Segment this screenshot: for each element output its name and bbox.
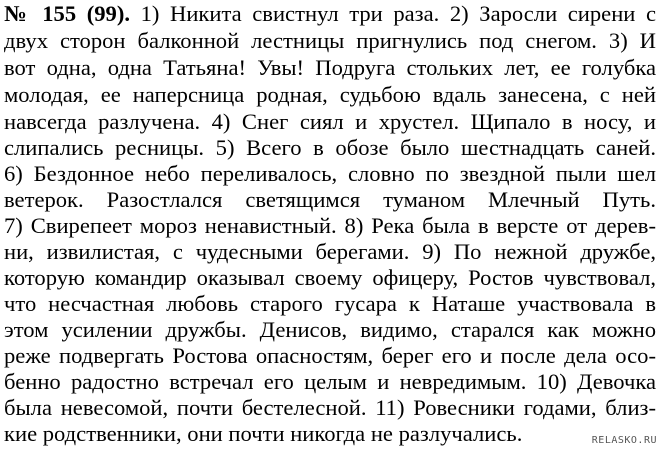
text-line-17: кие родственники, они почти никогда не разлучались. bbox=[4, 421, 523, 446]
text-line-8: ветерок. Разостлался светящимся туманом Млечный Путь. bbox=[4, 187, 656, 212]
site-watermark: RELASKO.RU bbox=[591, 435, 657, 446]
text-line-11: которую командир оказывал своему офицеру, Ростов чувствовал, bbox=[4, 265, 656, 290]
text-line-16: была невесомой, почти бестелесной. 11) Ровесники годами, близ- bbox=[4, 395, 656, 420]
text-line-14: реже подвергать Ростова опасностям, берег его и после дела осо- bbox=[4, 343, 656, 368]
text-line-10: ни, извилистая, с чудесными берегами. 9) По нежной дружбе, bbox=[4, 239, 656, 264]
text-line-15: бенно радостно встречал его целым и невредимым. 10) Девочка bbox=[4, 369, 656, 394]
text-line-1 bbox=[4, 0, 656, 27]
text-line-6: слипались ресницы. 5) Всего в обозе было шестнадцать саней. bbox=[4, 135, 656, 160]
text-line-12: что несчастная любовь старого гусара к Наташе участвовала в bbox=[4, 291, 656, 316]
text-line-3: вот одна, одна Татьяна! Увы! Подруга стольких лет, ее голубка bbox=[4, 55, 656, 80]
text-line-2: двух сторон балконной лестницы пригнулись под снегом. 3) И bbox=[4, 28, 656, 53]
text-line-9: 7) Свирепеет мороз ненавистный. 8) Река была в версте от дерев- bbox=[4, 213, 656, 238]
text-line-5: навсегда разлучена. 4) Снег сиял и хрустел. Щипало в носу, и bbox=[4, 109, 656, 134]
text-line-4: молодая, ее наперсница родная, судьбою вдаль занесена, с ней bbox=[4, 82, 656, 107]
exercise-text-block bbox=[4, 0, 661, 450]
text-line-7: 6) Бездонное небо переливалось, словно по звездной пыли шел bbox=[4, 161, 656, 186]
exercise-number: № 155 (99). bbox=[4, 1, 131, 26]
text-line-1-body: 1) Никита свистнул три раза. 2) Заросли сирени с bbox=[130, 1, 656, 26]
text-line-13: этом усилении дружбы. Денисов, видимо, старался как можно bbox=[4, 317, 656, 342]
